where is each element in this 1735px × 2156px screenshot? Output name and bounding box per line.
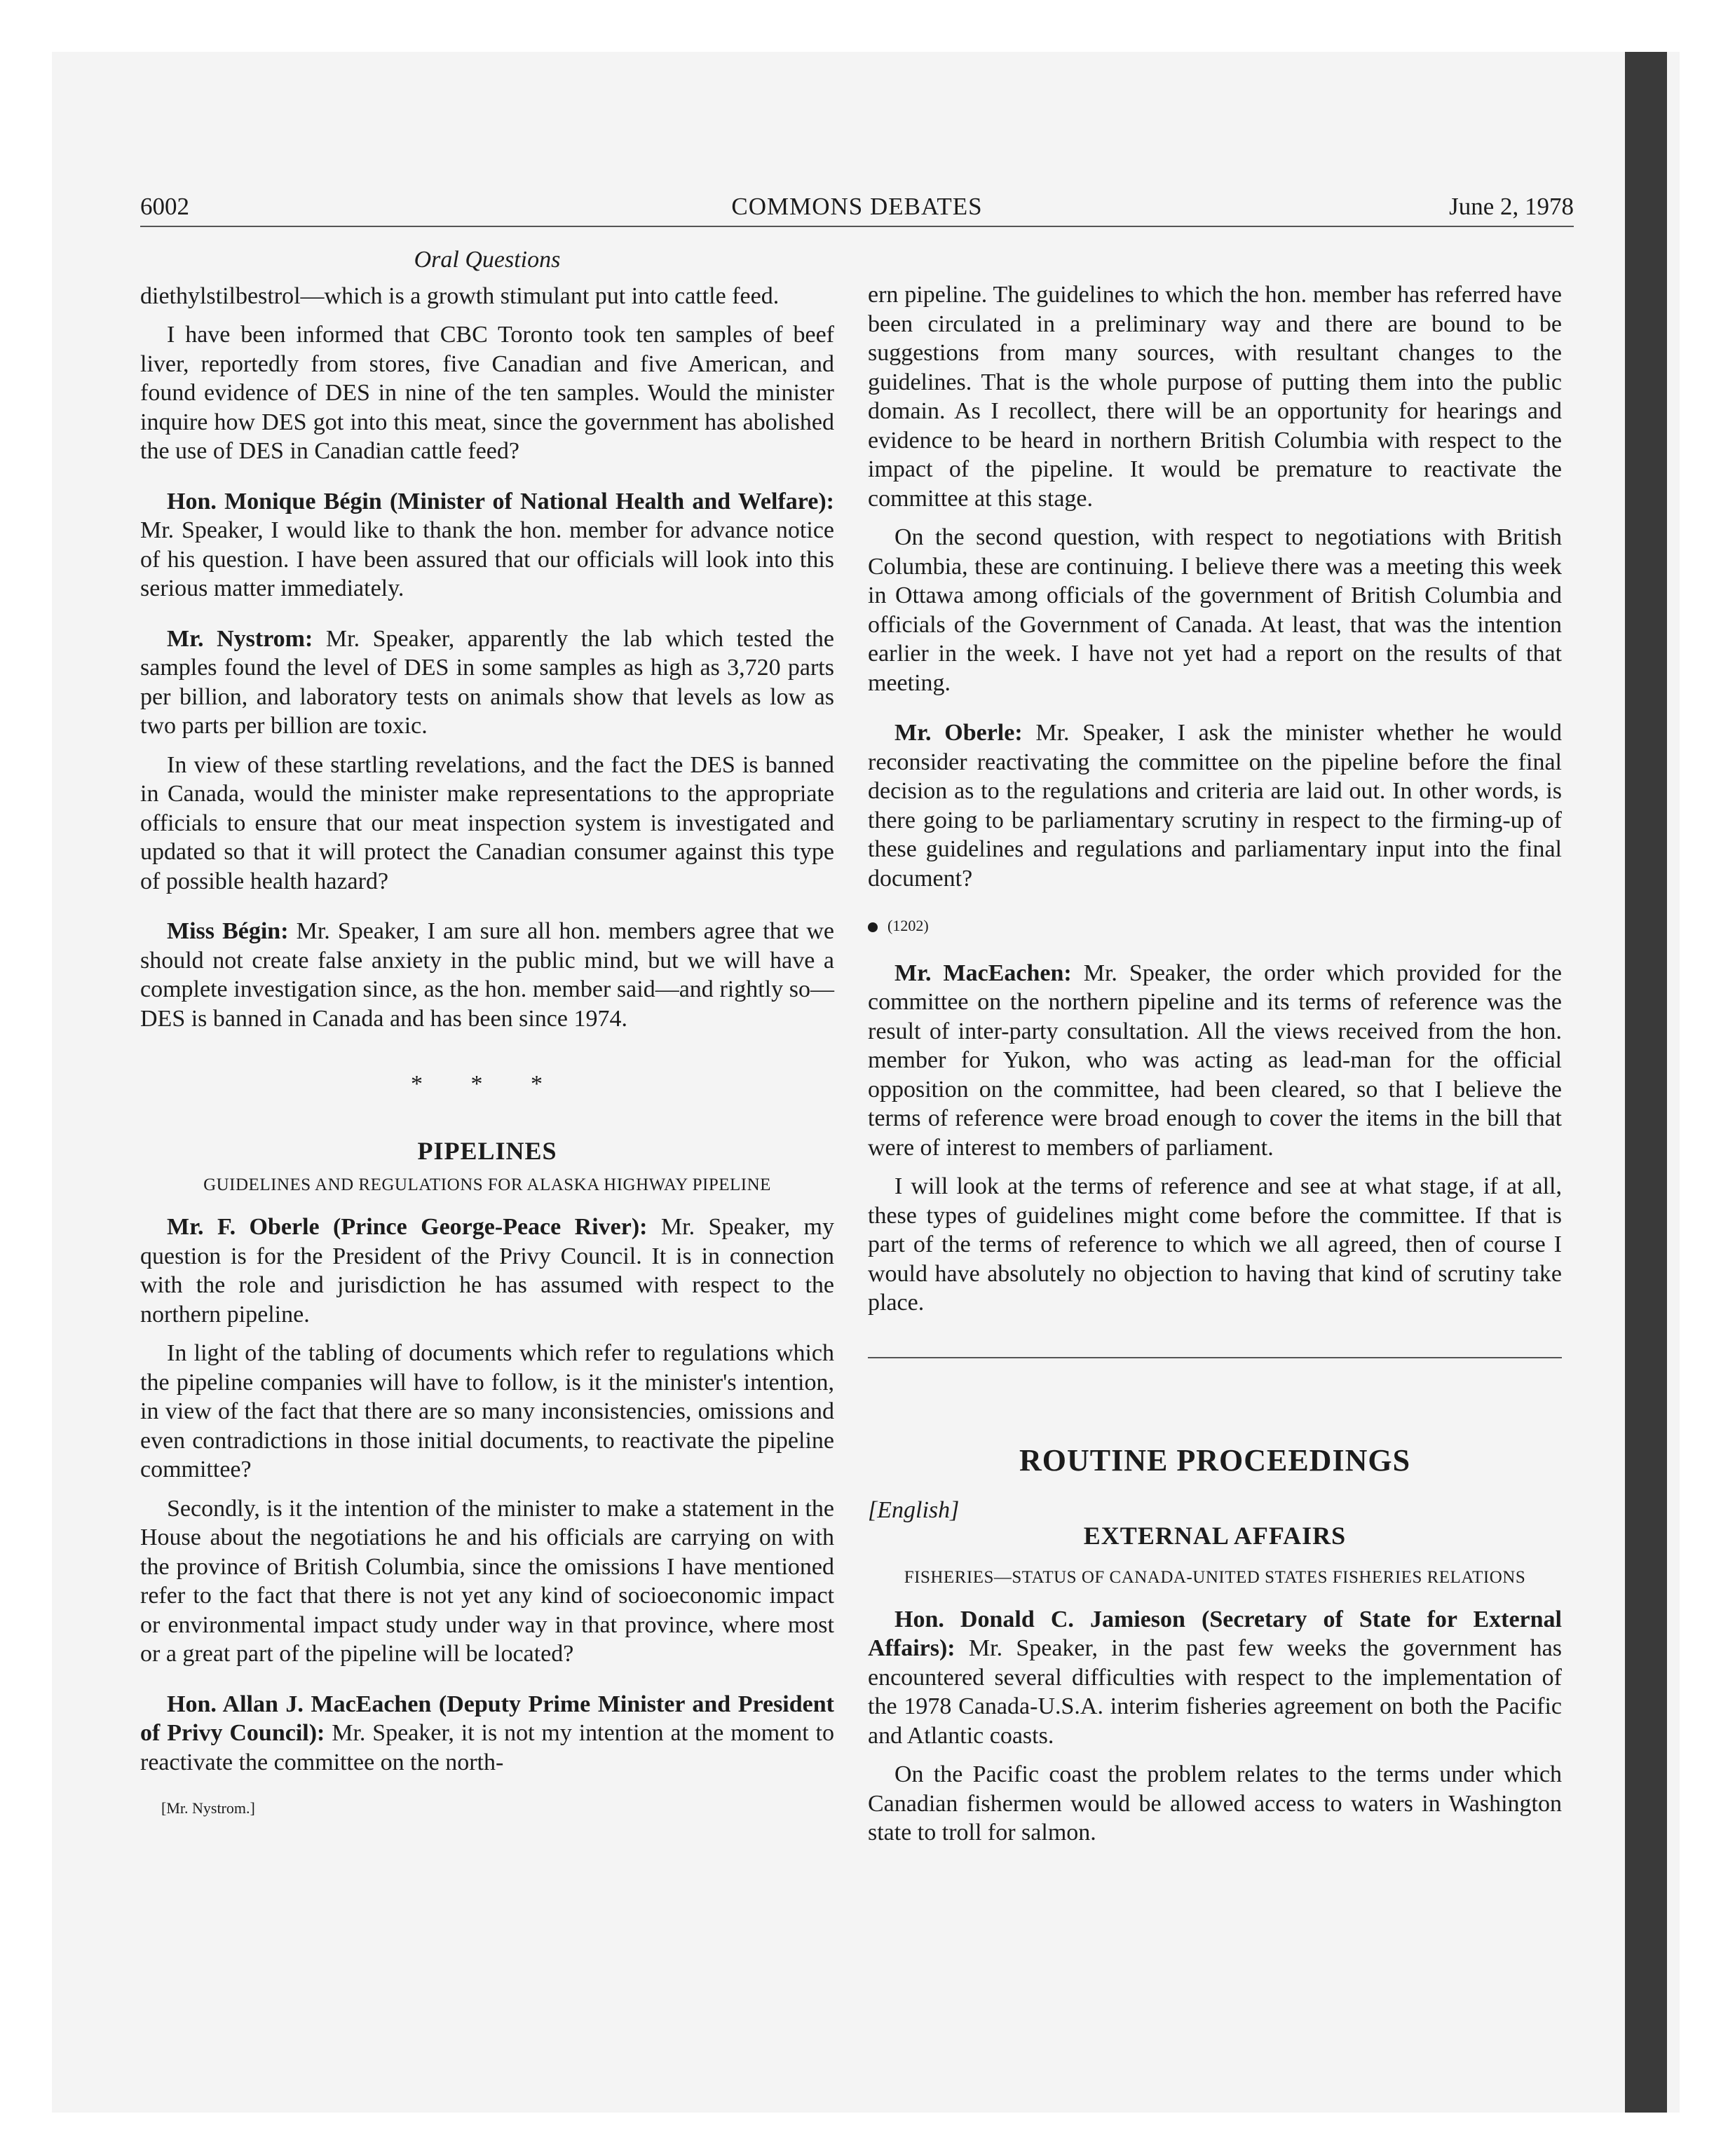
speech xyxy=(140,1690,834,1778)
section-heading: EXTERNAL AFFAIRS xyxy=(1083,1522,1347,1550)
speech xyxy=(140,1213,834,1329)
speech xyxy=(868,959,1562,1163)
speaker-name: Miss Bégin: xyxy=(167,918,289,944)
speech-text: Mr. Speaker, in the past few weeks the government has encountered several difficulties with respect to the implementation of the 1978 Canada-U.S.A. interim fisheries agreement on both the Pacific and Atlantic coasts. xyxy=(868,1635,1562,1749)
speech xyxy=(868,718,1562,893)
major-heading: ROUTINE PROCEEDINGS xyxy=(1019,1442,1411,1478)
left-column xyxy=(140,245,834,1823)
binding-edge xyxy=(1625,52,1667,2113)
speaker-name: Hon. Monique Bégin (Minister of National Health and Welfare): xyxy=(167,488,834,514)
paragraph: On the Pacific coast the problem relates to the terms under which Canadian fishermen would be allowed access to waters in Washington state to troll for salmon. xyxy=(868,1761,1562,1845)
issue-date: June 2, 1978 xyxy=(1449,193,1574,220)
paragraph: On the second question, with respect to negotiations with British Columbia, these are continuing. I believe there was a meeting this week in Ottawa among officials of the government of British Columbia and officials of the Government of Canada. At least, that was the intention earlier in the week. I have not yet had a report on the results of that meeting. xyxy=(868,524,1562,696)
section-label: Oral Questions xyxy=(414,247,561,273)
speaker-name: Mr. F. Oberle (Prince George-Peace River): xyxy=(167,1214,648,1240)
publication-title: COMMONS DEBATES xyxy=(731,193,983,220)
speech xyxy=(140,917,834,1033)
speaker-name: Hon. Donald C. Jamieson (Secretary of State for External Affairs): xyxy=(868,1606,1562,1661)
paragraph: In view of these startling revelations, and the fact the DES is banned in Canada, would the minister make representations to the appropriate officials to ensure that our meat inspection system is investigated and updated so that it will protect the Canadian consumer against this type of possible health hazard? xyxy=(140,751,834,894)
paragraph: I will look at the terms of reference and see at what stage, if at all, these types of guidelines might come before the committee. If that is part of the terms of reference to which we all agreed, then of course I would have absolutely no objection to having that kind of scrutiny take place. xyxy=(868,1173,1562,1316)
paragraph: I have been informed that CBC Toronto took ten samples of beef liver, reportedly from stores, five Canadian and five American, and found evidence of DES in nine of the ten samples. Would the minister inquire how DES got into this meat, since the government has abolished the use of DES in Canadian cattle feed? xyxy=(140,322,834,464)
section-divider: * * * xyxy=(411,1071,564,1097)
speech xyxy=(868,1605,1562,1751)
timestamp xyxy=(868,911,1562,941)
section-subheading: GUIDELINES AND REGULATIONS FOR ALASKA HIGHWAY PIPELINE xyxy=(203,1175,771,1194)
speaker-name: Mr. Nystrom: xyxy=(167,625,313,652)
speaker-name: Mr. MacEachen: xyxy=(894,960,1072,986)
speech-text: Mr. Speaker, I ask the minister whether he would reconsider reactivating the committee on the pipeline before the final decision as to the regulations and criteria are laid out. In other words, is there going to be parliamentary scrutiny in respect to the firming-up of these guidelines and regulations and parliamentary input into the final document? xyxy=(868,720,1562,892)
bullet-icon xyxy=(868,922,878,932)
language-marker: [English] xyxy=(868,1496,960,1523)
paragraph: diethylstilbestrol—which is a growth stimulant put into cattle feed. xyxy=(140,282,780,309)
page-number: 6002 xyxy=(140,193,189,220)
speech-text: Mr. Speaker, apparently the lab which tested the samples found the level of DES in some samples as high as 3,720 parts per billion, and laboratory tests on animals show that levels as low as two parts per billion are toxic. xyxy=(140,625,834,739)
speech-text: Mr. Speaker, I am sure all hon. members agree that we should not create false anxiety in the public mind, but we will have a complete investigation since, as the hon. member said—and rightly so—DES is banned in Canada and has been since 1974. xyxy=(140,918,834,1032)
section-heading: PIPELINES xyxy=(417,1136,557,1165)
speaker-name: Hon. Allan J. MacEachen (Deputy Prime Minister and President of Privy Council): xyxy=(140,1691,834,1746)
running-header xyxy=(140,192,1574,227)
paragraph: In light of the tabling of documents which refer to regulations which the pipeline companies will have to follow, is it the minister's intention, in view of the fact that there are so many inconsistencies, omissions and even contradictions in those initial documents, to reactivate the pipeline committee? xyxy=(140,1340,834,1482)
speech-text: Mr. Speaker, the order which provided for the committee on the northern pipeline and its terms of reference was the result of inter-party consultation. All the views received from the hon. member for Yukon, who was acting as lead-man for the official opposition on the committee, had been cleared, so that I believe the terms of reference were broad enough to cover the items in the bill that were of interest to members of parliament. xyxy=(868,960,1562,1161)
paragraph: ern pipeline. The guidelines to which the hon. member has referred have been circulated in a preliminary way and there are bound to be suggestions from many sources, with resultant changes to the guidelines. That is the whole purpose of putting them into the public domain. As I recollect, there will be an opportunity for hearings and evidence to be heard in northern British Columbia with respect to the impact of the pipeline. It would be premature to reactivate the committee at this stage. xyxy=(868,282,1562,512)
speech xyxy=(140,625,834,741)
speech xyxy=(140,487,834,603)
speech-text: Mr. Speaker, I would like to thank the hon. member for advance notice of his question. I have been assured that our officials will look into this serious matter immediately. xyxy=(140,517,834,601)
speech-text: Mr. Speaker, it is not my intention at the moment to reactivate the committee on the north- xyxy=(140,1720,834,1775)
section-rule xyxy=(868,1357,1562,1358)
speaker-name: Mr. Oberle: xyxy=(894,720,1023,746)
right-column xyxy=(868,280,1562,1857)
speech-text: Mr. Speaker, my question is for the President of the Privy Council. It is in connection with the role and jurisdiction he has assumed with respect to the northern pipeline. xyxy=(140,1214,834,1328)
timestamp-text: (1202) xyxy=(887,917,929,934)
footnote: [Mr. Nystrom.] xyxy=(161,1799,255,1817)
section-subheading: FISHERIES—STATUS OF CANADA-UNITED STATES FISHERIES RELATIONS xyxy=(904,1567,1526,1587)
paragraph: Secondly, is it the intention of the minister to make a statement in the House about the negotiations he and his officials are carrying on with the province of British Columbia, since the omissions I have mentioned refer to the fact that there is not yet any kind of socioeconomic impact or environmental impact study under way in that province, where most or a great part of the pipeline will be located? xyxy=(140,1495,834,1667)
